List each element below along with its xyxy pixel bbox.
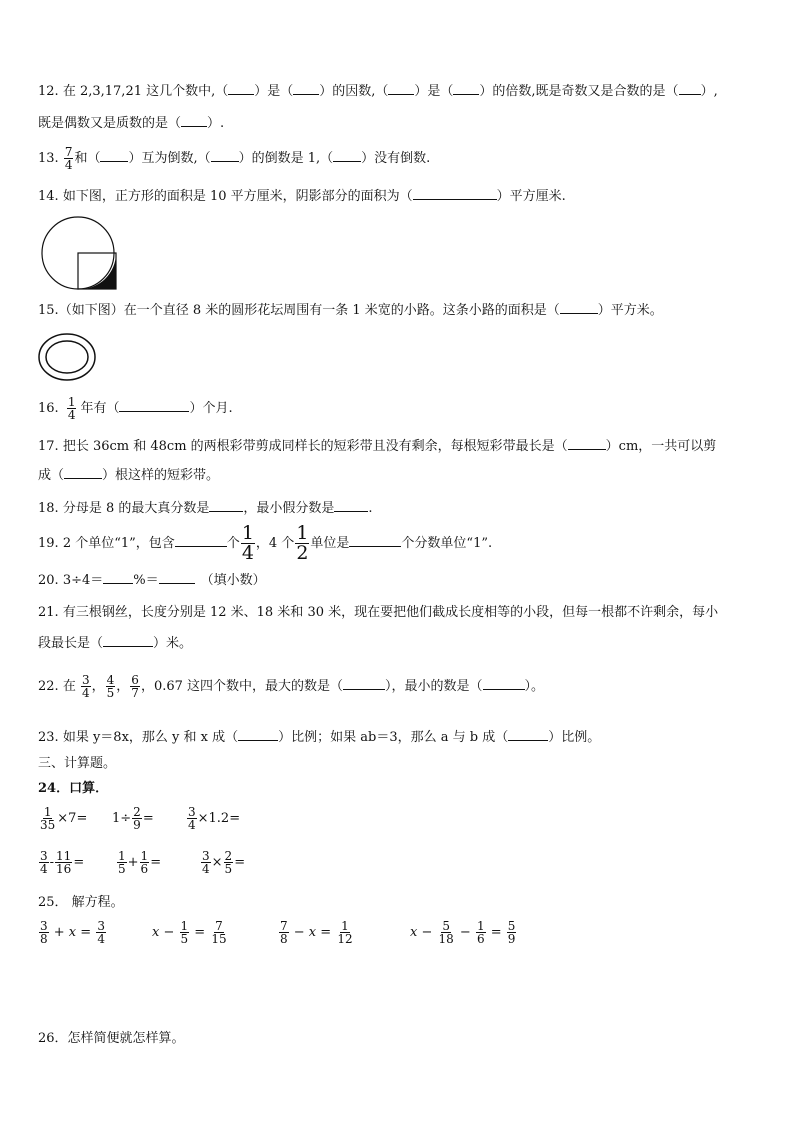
answer-blank[interactable] bbox=[228, 82, 254, 95]
answer-blank[interactable] bbox=[175, 534, 227, 547]
answer-blank[interactable] bbox=[334, 499, 368, 512]
answer-blank[interactable] bbox=[209, 499, 243, 512]
answer-blank[interactable] bbox=[679, 82, 701, 95]
equation-2: x − $\frac{1}{5}$ = $\frac{7}{15}$ bbox=[152, 919, 227, 946]
fraction: $\frac{1}{2}$ bbox=[296, 522, 309, 564]
question-22: 22. 在 $\frac{3}{4}$ ， $\frac{4}{5}$ ， $\frac{6}{7}$ ，0.67 这四个数中，最大的数是（ ），最小的数是（ ）。 bbox=[38, 673, 545, 700]
question-24-title: 24．口算． bbox=[38, 781, 109, 796]
oral-calc-6: $\frac{3}{4}$ × $\frac{2}{5}$ = bbox=[202, 849, 246, 876]
fraction: $\frac{3}{4}$ bbox=[81, 673, 90, 700]
answer-blank[interactable] bbox=[64, 466, 102, 479]
question-14: 14. 如下图，正方形的面积是 10 平方厘米，阴影部分的面积为（ ）平方厘米. bbox=[38, 189, 566, 204]
oral-calc-3: $\frac{3}{4}$ ×1.2= bbox=[188, 805, 241, 832]
fraction: $\frac{6}{7}$ bbox=[131, 673, 139, 700]
answer-blank[interactable] bbox=[483, 677, 525, 690]
question-17-line2: 成（ ）根这样的短彩带。 bbox=[38, 468, 220, 483]
question-25-title: 25． 解方程。 bbox=[38, 895, 124, 910]
answer-blank[interactable] bbox=[103, 634, 153, 647]
oral-calc-5: $\frac{1}{5}$ + $\frac{1}{6}$ = bbox=[118, 849, 162, 876]
question-15: 15.（如下图）在一个直径 8 米的圆形花坛周围有一条 1 米宽的小路。这条小路的面积是（ ）平方米。 bbox=[38, 303, 663, 318]
answer-blank[interactable] bbox=[568, 437, 606, 450]
equation-1: $\frac{3}{8}$ + x = $\frac{3}{4}$ bbox=[40, 919, 105, 946]
answer-blank[interactable] bbox=[119, 399, 189, 412]
question-23: 23. 如果 y＝8x，那么 y 和 x 成（ ）比例；如果 ab＝3，那么 a 与 b 成（ ）比例。 bbox=[38, 730, 601, 745]
oral-calc-1: $\frac{1}{35}$ ×7= bbox=[40, 805, 88, 832]
answer-blank[interactable] bbox=[388, 82, 414, 95]
equation-3: $\frac{7}{8}$ − x = $\frac{1}{12}$ bbox=[280, 919, 353, 946]
circle-square-figure bbox=[40, 215, 120, 291]
oral-calc-4: $\frac{3}{4}$ - $\frac{11}{16}$ = bbox=[40, 849, 85, 876]
answer-blank[interactable] bbox=[413, 187, 497, 200]
answer-blank[interactable] bbox=[100, 149, 128, 162]
question-20: 20. 3÷4＝ %＝ （填小数） bbox=[38, 573, 266, 588]
answer-blank[interactable] bbox=[293, 82, 319, 95]
equation-4: x − $\frac{5}{18}$ − $\frac{1}{6}$ = $\frac{5}{9}$ bbox=[410, 919, 516, 946]
fraction: $\frac{7}{4}$ bbox=[64, 145, 73, 172]
question-19: 19. 2 个单位“1”，包含 个 $\frac{1}{4}$ ，4 个 $\frac{1}{2}$ 单位是 个分数单位“1”. bbox=[38, 522, 493, 564]
question-13: 13. $\frac{7}{4}$ 和（ ）互为倒数,（ ）的倒数是 1,（ ）没有倒数. bbox=[38, 145, 431, 172]
answer-blank[interactable] bbox=[181, 114, 207, 127]
answer-blank[interactable] bbox=[238, 728, 278, 741]
answer-blank[interactable] bbox=[103, 571, 133, 584]
question-12: 12. 在 2,3,17,21 这几个数中,（ ）是（ ）的因数,（ ）是（ ）的倍数,既是奇数又是合数的是（ ）, bbox=[38, 84, 718, 99]
fraction: $\frac{1}{4}$ bbox=[241, 522, 254, 564]
question-21: 21. 有三根钢丝，长度分别是 12 米、18 米和 30 米，现在要把他们截成长度相等的小段，但每一根都不许剩余，每小 bbox=[38, 605, 719, 620]
answer-blank[interactable] bbox=[211, 149, 239, 162]
question-12-line2: 既是偶数又是质数的是（ ）. bbox=[38, 116, 225, 131]
answer-blank[interactable] bbox=[453, 82, 479, 95]
answer-blank[interactable] bbox=[349, 534, 401, 547]
question-16: 16. $\frac{1}{4}$ 年有（ ）个月. bbox=[38, 395, 233, 422]
answer-blank[interactable] bbox=[159, 571, 195, 584]
answer-blank[interactable] bbox=[560, 301, 598, 314]
fraction: $\frac{1}{4}$ bbox=[67, 395, 76, 422]
answer-blank[interactable] bbox=[333, 149, 361, 162]
question-26: 26．怎样简便就怎样算。 bbox=[38, 1031, 185, 1046]
question-number: 12. bbox=[38, 84, 59, 99]
question-17: 17. 把长 36cm 和 48cm 的两根彩带剪成同样长的短彩带且没有剩余，每根短彩带最长是（ ）cm，一共可以剪 bbox=[38, 439, 717, 454]
oral-calc-2: 1÷ $\frac{2}{9}$ = bbox=[112, 805, 154, 832]
ring-path-figure bbox=[37, 332, 99, 384]
question-21-line2: 段最长是（ ）米。 bbox=[38, 636, 193, 651]
fraction: $\frac{4}{5}$ bbox=[106, 673, 115, 700]
answer-blank[interactable] bbox=[508, 728, 548, 741]
answer-blank[interactable] bbox=[343, 677, 385, 690]
question-18: 18. 分母是 8 的最大真分数是 ，最小假分数是 . bbox=[38, 501, 373, 516]
section-heading: 三、计算题。 bbox=[38, 756, 117, 771]
